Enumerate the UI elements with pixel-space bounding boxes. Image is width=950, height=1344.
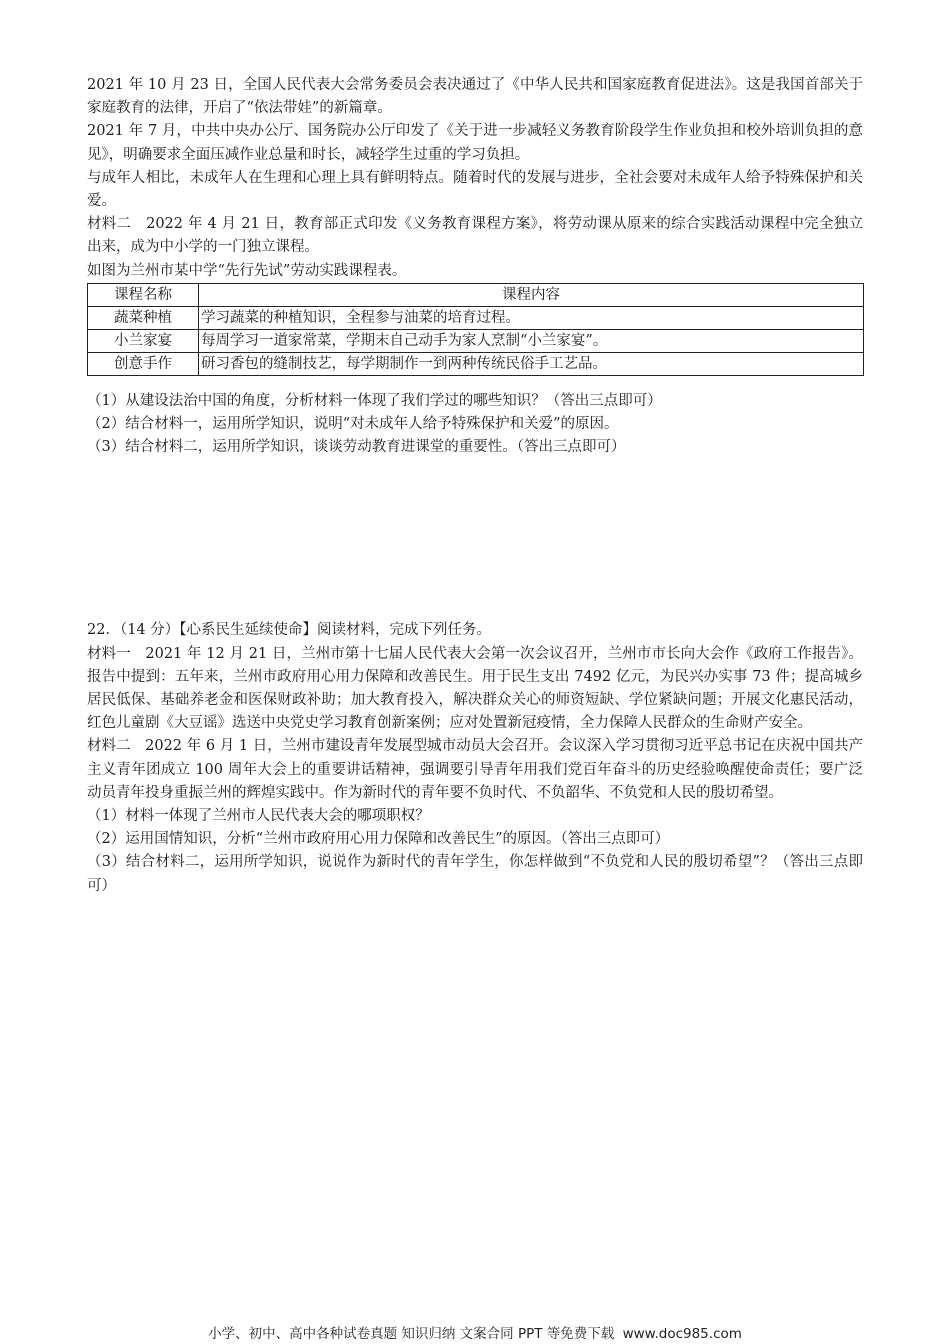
q21-questions <box>87 390 863 460</box>
question-item: （1）从建设法治中国的角度，分析材料一体现了我们学过的哪些知识？（答出三点即可） <box>87 392 662 409</box>
table-row <box>88 329 864 352</box>
q22-material-one: 材料一 2021 年 12 月 21 日，兰州市第十七届人民代表大会第一次会议召开，兰州市市长向大会作《政府工作报告》。报告中提到：五年来，兰州市政府用心用力保障和改善民生。用于民生支出 7492 亿元，为民兴办实事 73 件；提高城乡居民低保、基础养老金和医保财政补助；加大教育投入，解决群众关心的师资短缺、学位紧缺问题；开展文化惠民活动，红色儿童剧《大豆谣》选送中央党史学习教育创新案例；应对处置新冠疫情，全力保障人民群众的生命财产安全。 <box>87 645 863 732</box>
table-header-content: 课程内容 <box>199 283 864 306</box>
q22-heading: 22．（14 分）【心系民生延续使命】阅读材料，完成下列任务。 <box>87 622 492 639</box>
course-name: 小兰家宴 <box>88 329 199 352</box>
table-row <box>88 306 864 329</box>
question-item: （2）结合材料一，运用所学知识，说明“对未成年人给予特殊保护和关爱”的原因。 <box>87 416 619 433</box>
table-caption: 如图为兰州市某中学“先行先试”劳动实践课程表。 <box>87 262 407 279</box>
question-item: （3）结合材料二，运用所学知识，说说作为新时代的青年学生，你怎样做到“不负党和人民的殷切希望”？（答出三点即可） <box>87 854 863 894</box>
course-content: 学习蔬菜的种植知识，全程参与油菜的培育过程。 <box>199 306 864 329</box>
course-content: 每周学习一道家常菜，学期末自己动手为家人烹制“小兰家宴”。 <box>199 329 864 352</box>
page-footer <box>0 1322 950 1342</box>
course-name: 创意手作 <box>88 352 199 375</box>
material-two-paragraph: 材料二 2022 年 4 月 21 日，教育部正式印发《义务教育课程方案》，将劳动课从原来的综合实践活动课程中完全独立出来，成为中小学的一门独立课程。 <box>87 216 863 256</box>
course-name: 蔬菜种植 <box>88 306 199 329</box>
question-item: （1）材料一体现了兰州市人民代表大会的哪项职权？ <box>87 808 430 825</box>
table-header-name: 课程名称 <box>88 283 199 306</box>
course-table <box>87 283 864 376</box>
footer-text: 小学、初中、高中各种试卷真题 知识归纳 文案合同 PPT 等免费下载 <box>208 1326 615 1342</box>
material-one-paragraph-2: 2021 年 7 月，中共中央办公厅、国务院办公厅印发了《关于进一步减轻义务教育阶段学生作业负担和校外培训负担的意见》，明确要求全面压减作业总量和时长，减轻学生过重的学习负担。 <box>87 123 863 163</box>
material-one-paragraph-3: 与成年人相比，未成年人在生理和心理上具有鲜明特点。随着时代的发展与进步，全社会要对未成年人给予特殊保护和关爱。 <box>87 169 863 210</box>
answer-space <box>87 459 863 619</box>
question-item: （3）结合材料二，运用所学知识，谈谈劳动教育进课堂的重要性。（答出三点即可） <box>87 439 626 456</box>
course-content: 研习香包的缝制技艺，每学期制作一到两种传统民俗手工艺品。 <box>199 352 864 375</box>
table-header-row <box>88 283 864 306</box>
footer-url[interactable]: www.doc985.com <box>622 1326 742 1342</box>
q22-material-two: 材料二 2022 年 6 月 1 日，兰州市建设青年发展型城市动员大会召开。会议深入学习贯彻习近平总书记在庆祝中国共产主义青年团成立 100 周年大会上的重要讲话精神，强调要引导青年用我们党百年奋斗的历史经验唤醒使命责任；要广泛动员青年投身重振兰州的辉煌实践中。作为新时代的青年要不负时代、不负韶华、不负党和人民的殷切希望。 <box>87 738 863 801</box>
exam-page-content <box>87 74 863 898</box>
table-row <box>88 352 864 375</box>
question-item: （2）运用国情知识，分析“兰州市政府用心用力保障和改善民生”的原因。（答出三点即可） <box>87 831 670 848</box>
material-one-paragraph-1: 2021 年 10 月 23 日，全国人民代表大会常务委员会表决通过了《中华人民共和国家庭教育促进法》。这是我国首部关于家庭教育的法律，开启了“依法带娃”的新篇章。 <box>87 77 863 117</box>
